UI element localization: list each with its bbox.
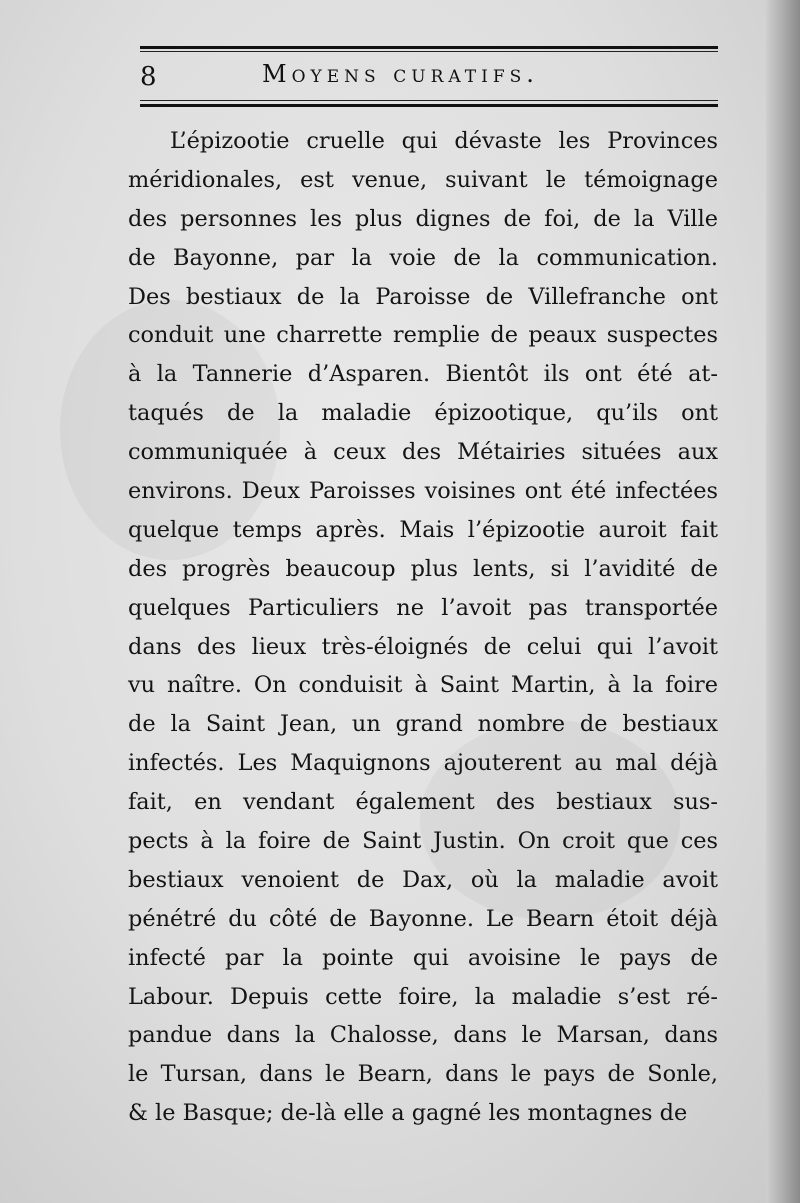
page-number: 8 (140, 62, 157, 92)
text-line: environs. Deux Paroisses voisines ont été infectées (128, 478, 718, 505)
text-line: pandue dans la Chalosse, dans le Marsan, dans (128, 1022, 718, 1049)
body-text (128, 122, 718, 1133)
text-line: de Bayonne, par la voie de la communication. (128, 244, 718, 271)
text-line: Des bestiaux de la Paroisse de Villefranche ont (128, 283, 718, 310)
text-line: pénétré du côté de Bayonne. Le Bearn étoit déjà (128, 905, 718, 932)
text-line: taqués de la maladie épizootique, qu’ils ont (128, 400, 718, 427)
text-line: infectés. Les Maquignons ajouterent au mal déjà (128, 750, 718, 777)
text-line: Labour. Depuis cette foire, la maladie s’est ré- (128, 983, 718, 1010)
text-line: infecté par la pointe qui avoisine le pays de (128, 944, 718, 971)
text-line: dans des lieux très-éloignés de celui qui l’avoit (128, 633, 718, 660)
page-edge-shadow (766, 0, 800, 1203)
text-line: fait, en vendant également des bestiaux sus- (128, 789, 718, 816)
text-line: & le Basque; de-là elle a gagné les montagnes de (128, 1100, 688, 1127)
text-line: pects à la foire de Saint Justin. On croit que ces (128, 828, 718, 855)
text-line: des progrès beaucoup plus lents, si l’avidité de (128, 555, 718, 582)
text-line: à la Tannerie d’Asparen. Bientôt ils ont été at- (128, 361, 718, 388)
text-line: quelques Particuliers ne l’avoit pas transportée (128, 594, 718, 621)
header-rule-bottom (140, 104, 718, 107)
text-line: quelque temps après. Mais l’épizootie auroit fait (128, 516, 718, 543)
text-line: vu naître. On conduisit à Saint Martin, à la foire (128, 672, 718, 699)
text-line: conduit une charrette remplie de peaux suspectes (128, 322, 718, 349)
text-line: communiquée à ceux des Métairies situées aux (128, 439, 718, 466)
header-rule-top-thin (140, 51, 718, 52)
text-line: méridionales, est venue, suivant le témoignage (128, 166, 718, 193)
text-line: de la Saint Jean, un grand nombre de bestiaux (128, 711, 718, 738)
text-line: le Tursan, dans le Bearn, dans le pays de Sonle, (128, 1061, 718, 1088)
text-line: des personnes les plus dignes de foi, de la Ville (128, 205, 718, 232)
text-line: L’épizootie cruelle qui dévaste les Provinces (170, 128, 718, 154)
text-line: bestiaux venoient de Dax, où la maladie avoit (128, 866, 718, 893)
header-rule-top (140, 46, 718, 49)
running-head: Moyens curatifs. (262, 60, 539, 88)
header-rule-bottom-thin (140, 100, 718, 101)
